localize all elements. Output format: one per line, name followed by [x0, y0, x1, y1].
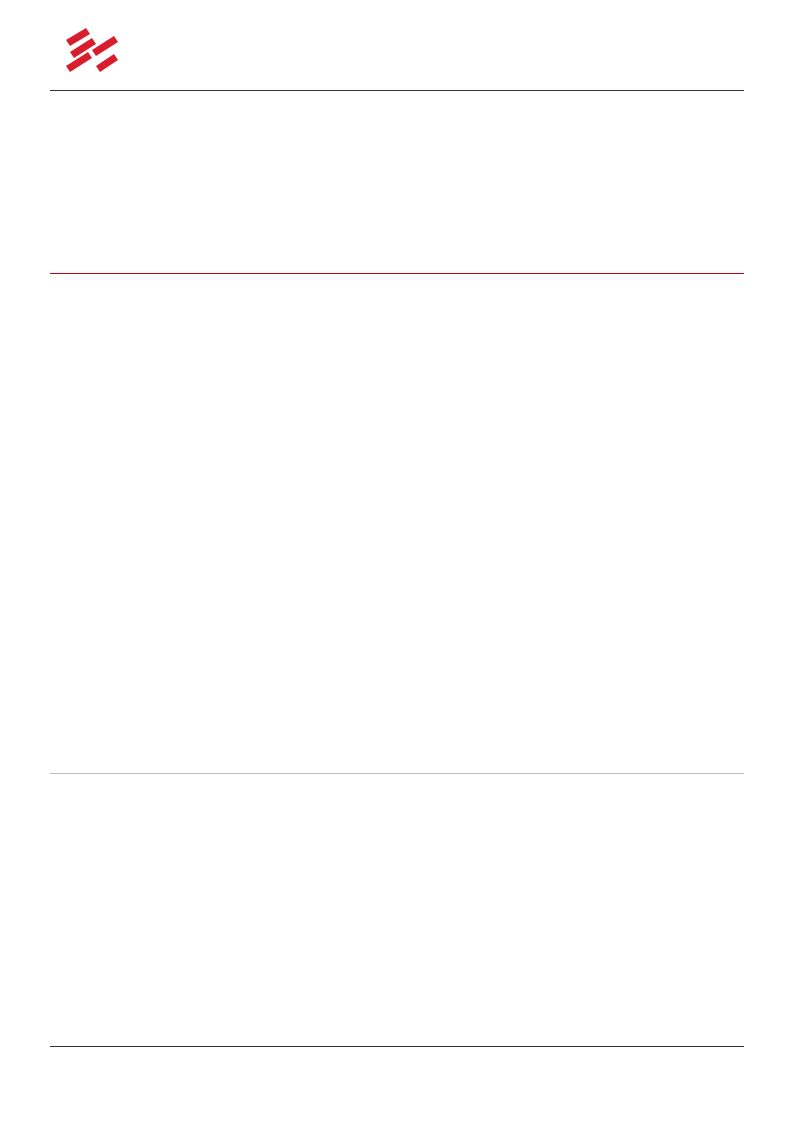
header-divider — [50, 90, 744, 91]
brand-logo-icon — [62, 22, 282, 74]
figure-charts — [50, 276, 744, 772]
figure-top-rule — [50, 273, 744, 274]
figure-bottom-rule — [50, 773, 744, 774]
footer-divider — [50, 1046, 744, 1047]
